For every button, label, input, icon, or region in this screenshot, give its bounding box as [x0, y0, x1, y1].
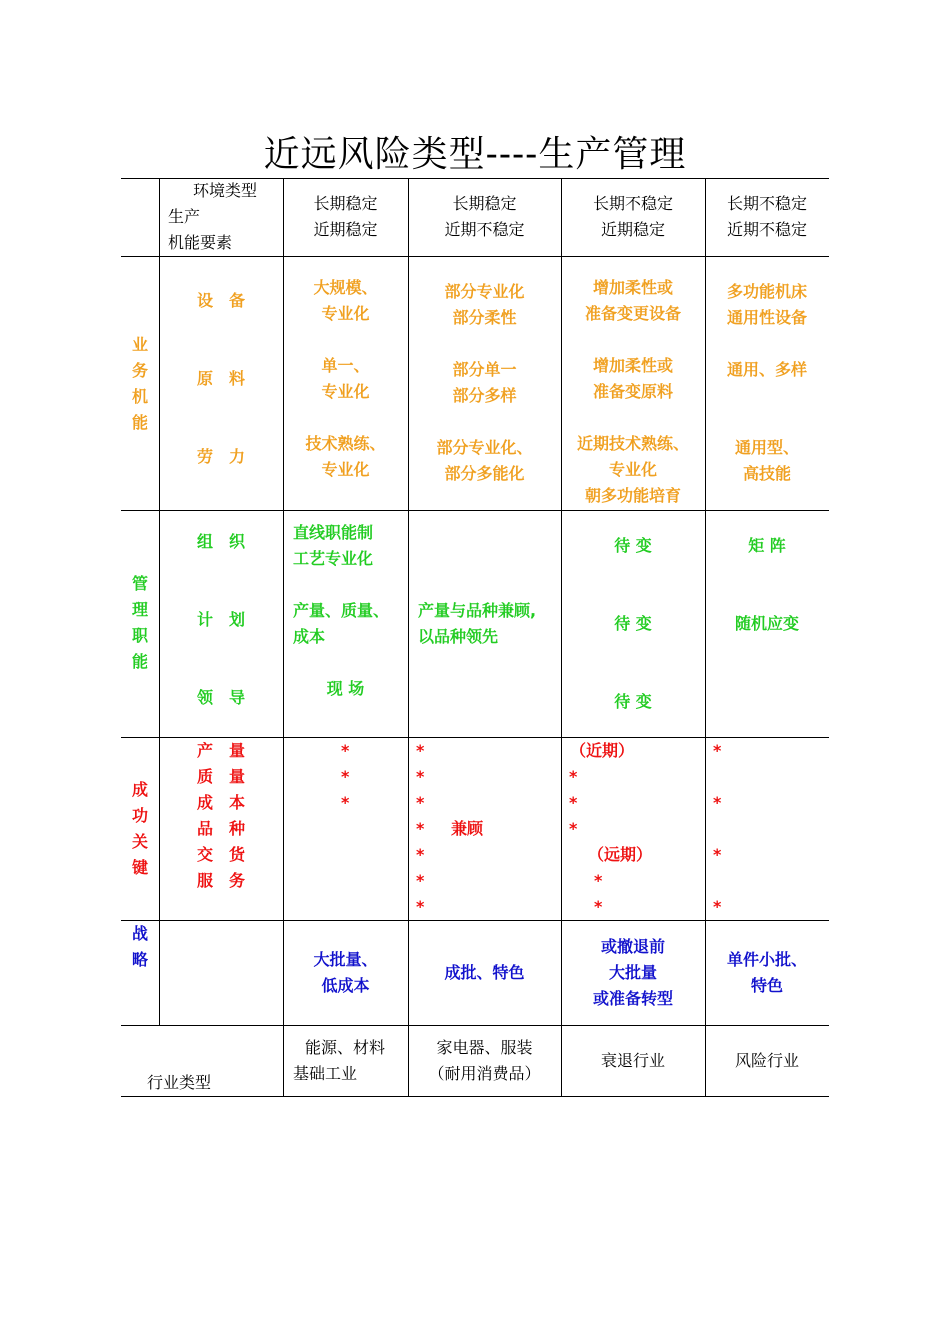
text-line: 大批量、: [313, 950, 378, 969]
text-line: 部分专业化、: [436, 438, 533, 457]
text-line: 高技能: [742, 464, 791, 483]
text-line: 专业化: [321, 460, 370, 479]
text-line: 单件小批、: [726, 950, 807, 969]
table-rule: [121, 920, 829, 921]
header-corner-production: 生产: [168, 207, 201, 226]
management-label-organization: 组 织: [197, 532, 246, 551]
success-mark: *: [341, 767, 350, 786]
industry-col-3: 衰退行业: [600, 1051, 665, 1070]
success-label-cost: 成 本: [197, 793, 246, 812]
section-management: 管理职能: [132, 574, 149, 671]
success-mark: *: [569, 793, 578, 812]
business-col-2-equipment: [408, 279, 561, 331]
section-success: 成功关键: [132, 780, 149, 877]
header-corner-env: 环境类型: [193, 181, 258, 200]
success-mark: *: [416, 897, 425, 916]
text-line: 或准备转型: [592, 989, 673, 1008]
text-line: 特色: [750, 976, 783, 995]
success-col-3-far: （远期）: [588, 845, 653, 864]
header-col-4: [705, 191, 829, 243]
text-line: 部分专业化: [444, 282, 525, 301]
text-line: 大批量: [608, 963, 657, 982]
strategy-col-2: 成批、特色: [444, 963, 525, 982]
management-col-3-organization: 待 变: [614, 536, 652, 555]
strategy-col-1: [283, 947, 408, 999]
business-col-4-equipment: [705, 279, 829, 331]
table-col-rule: [159, 178, 160, 1025]
management-col-1-leadership: 现 场: [326, 679, 365, 698]
table-rule: [121, 1025, 829, 1026]
success-mark: *: [416, 793, 425, 812]
text-line: 部分单一: [452, 360, 517, 379]
success-mark: *: [416, 819, 425, 838]
business-col-3-labor: [561, 431, 705, 509]
header-col-4-line2: 近期不稳定: [726, 220, 807, 239]
management-col-3-planning: 待 变: [614, 614, 652, 633]
text-line: 专业化: [608, 460, 657, 479]
business-col-2-labor: [408, 435, 561, 487]
text-line: 通用性设备: [726, 308, 807, 327]
header-col-1: [283, 191, 408, 243]
text-line: 产量、质量、: [293, 601, 390, 620]
management-col-4-planning: 随机应变: [734, 614, 799, 633]
text-line: 以品种领先: [418, 627, 499, 646]
success-label-variety: 品 种: [197, 819, 246, 838]
header-col-3: [561, 191, 705, 243]
success-label-service: 服 务: [197, 871, 246, 890]
success-mark: *: [713, 897, 722, 916]
section-industry: 行业类型: [147, 1073, 212, 1092]
management-col-4-organization: 矩 阵: [748, 536, 786, 555]
success-col-2-note: 兼顾: [451, 819, 484, 838]
business-col-1-material: [283, 353, 408, 405]
section-business: 业务机能: [132, 335, 149, 432]
success-mark: *: [416, 871, 425, 890]
success-mark: *: [594, 871, 603, 890]
success-mark: *: [416, 767, 425, 786]
text-line: 或撤退前: [600, 937, 665, 956]
header-col-1-line2: 近期稳定: [313, 220, 378, 239]
success-mark: *: [416, 741, 425, 760]
success-mark: *: [713, 741, 722, 760]
management-label-planning: 计 划: [197, 610, 246, 629]
header-col-2: [408, 191, 561, 243]
industry-col-1: [293, 1035, 385, 1087]
text-line: 部分柔性: [452, 308, 517, 327]
text-line: 低成本: [321, 976, 370, 995]
text-line: 家电器、服装: [436, 1038, 533, 1057]
text-line: 能源、材料: [305, 1038, 386, 1057]
text-line: 准备变更设备: [584, 304, 681, 323]
header-corner-elements: 机能要素: [168, 233, 233, 252]
success-mark: *: [594, 897, 603, 916]
text-line: 专业化: [321, 304, 370, 323]
business-col-3-material: [561, 353, 705, 405]
success-mark: *: [569, 767, 578, 786]
table-rule-bottom: [121, 1096, 829, 1097]
text-line: 准备变原料: [592, 382, 673, 401]
header-col-3-line2: 近期稳定: [600, 220, 665, 239]
industry-col-2: [408, 1035, 561, 1087]
text-line: 部分多能化: [444, 464, 525, 483]
management-col-2-planning: [418, 598, 536, 650]
business-col-4-labor: [705, 435, 829, 487]
text-line: 增加柔性或: [592, 356, 673, 375]
business-label-labor: 劳 力: [197, 447, 246, 466]
text-line: 大规模、: [313, 278, 378, 297]
strategy-col-3: [561, 934, 705, 1012]
management-label-leadership: 领 导: [197, 688, 246, 707]
text-line: 成本: [293, 627, 326, 646]
business-col-2-material: [408, 357, 561, 409]
business-label-material: 原 料: [197, 369, 246, 388]
success-mark: *: [416, 845, 425, 864]
success-label-delivery: 交 货: [197, 845, 246, 864]
success-label-quality: 质 量: [197, 767, 246, 786]
text-line: 增加柔性或: [592, 278, 673, 297]
header-col-3-line1: 长期不稳定: [592, 194, 673, 213]
business-col-3-equipment: [561, 275, 705, 327]
management-col-3-leadership: 待 变: [614, 692, 652, 711]
header-col-2-line2: 近期不稳定: [444, 220, 525, 239]
table-rule: [121, 256, 829, 257]
text-line: 工艺专业化: [293, 549, 374, 568]
success-mark: *: [341, 741, 350, 760]
table-rule: [121, 510, 829, 511]
text-line: 专业化: [321, 382, 370, 401]
text-line: 基础工业: [293, 1064, 358, 1083]
text-line: 技术熟练、: [305, 434, 386, 453]
success-labels: [197, 738, 245, 894]
header-corner: [168, 178, 257, 256]
strategy-col-4: [705, 947, 829, 999]
success-label-output: 产 量: [197, 741, 246, 760]
text-line: （耐用消费品）: [428, 1064, 541, 1083]
header-col-4-line1: 长期不稳定: [726, 194, 807, 213]
section-strategy: 战略: [132, 924, 149, 969]
management-col-1-planning: [293, 598, 389, 650]
business-col-4-material: [705, 357, 829, 383]
text-line: 单一、: [321, 356, 370, 375]
page-title: 近远风险类型----生产管理: [263, 134, 687, 175]
text-line: 多功能机床: [726, 282, 807, 301]
text-line: 部分多样: [452, 386, 517, 405]
success-mark: *: [713, 793, 722, 812]
success-mark: *: [341, 793, 350, 812]
text-line: 产量与品种兼顾,: [418, 601, 537, 620]
header-col-1-line1: 长期稳定: [313, 194, 378, 213]
text-line: 近期技术熟练、: [576, 434, 689, 453]
success-mark: *: [713, 845, 722, 864]
business-col-1-labor: [283, 431, 408, 483]
business-col-1-equipment: [283, 275, 408, 327]
industry-col-4: 风险行业: [734, 1051, 799, 1070]
success-mark: *: [569, 819, 578, 838]
text-line: 朝多功能培育: [584, 486, 681, 505]
text-line: 通用、多样: [726, 360, 807, 379]
text-line: 通用型、: [734, 438, 799, 457]
text-line: 直线职能制: [293, 523, 374, 542]
success-col-3-near: （近期）: [570, 741, 635, 760]
business-label-equipment: 设 备: [197, 291, 246, 310]
header-col-2-line1: 长期稳定: [452, 194, 517, 213]
management-col-1-organization: [293, 520, 373, 572]
